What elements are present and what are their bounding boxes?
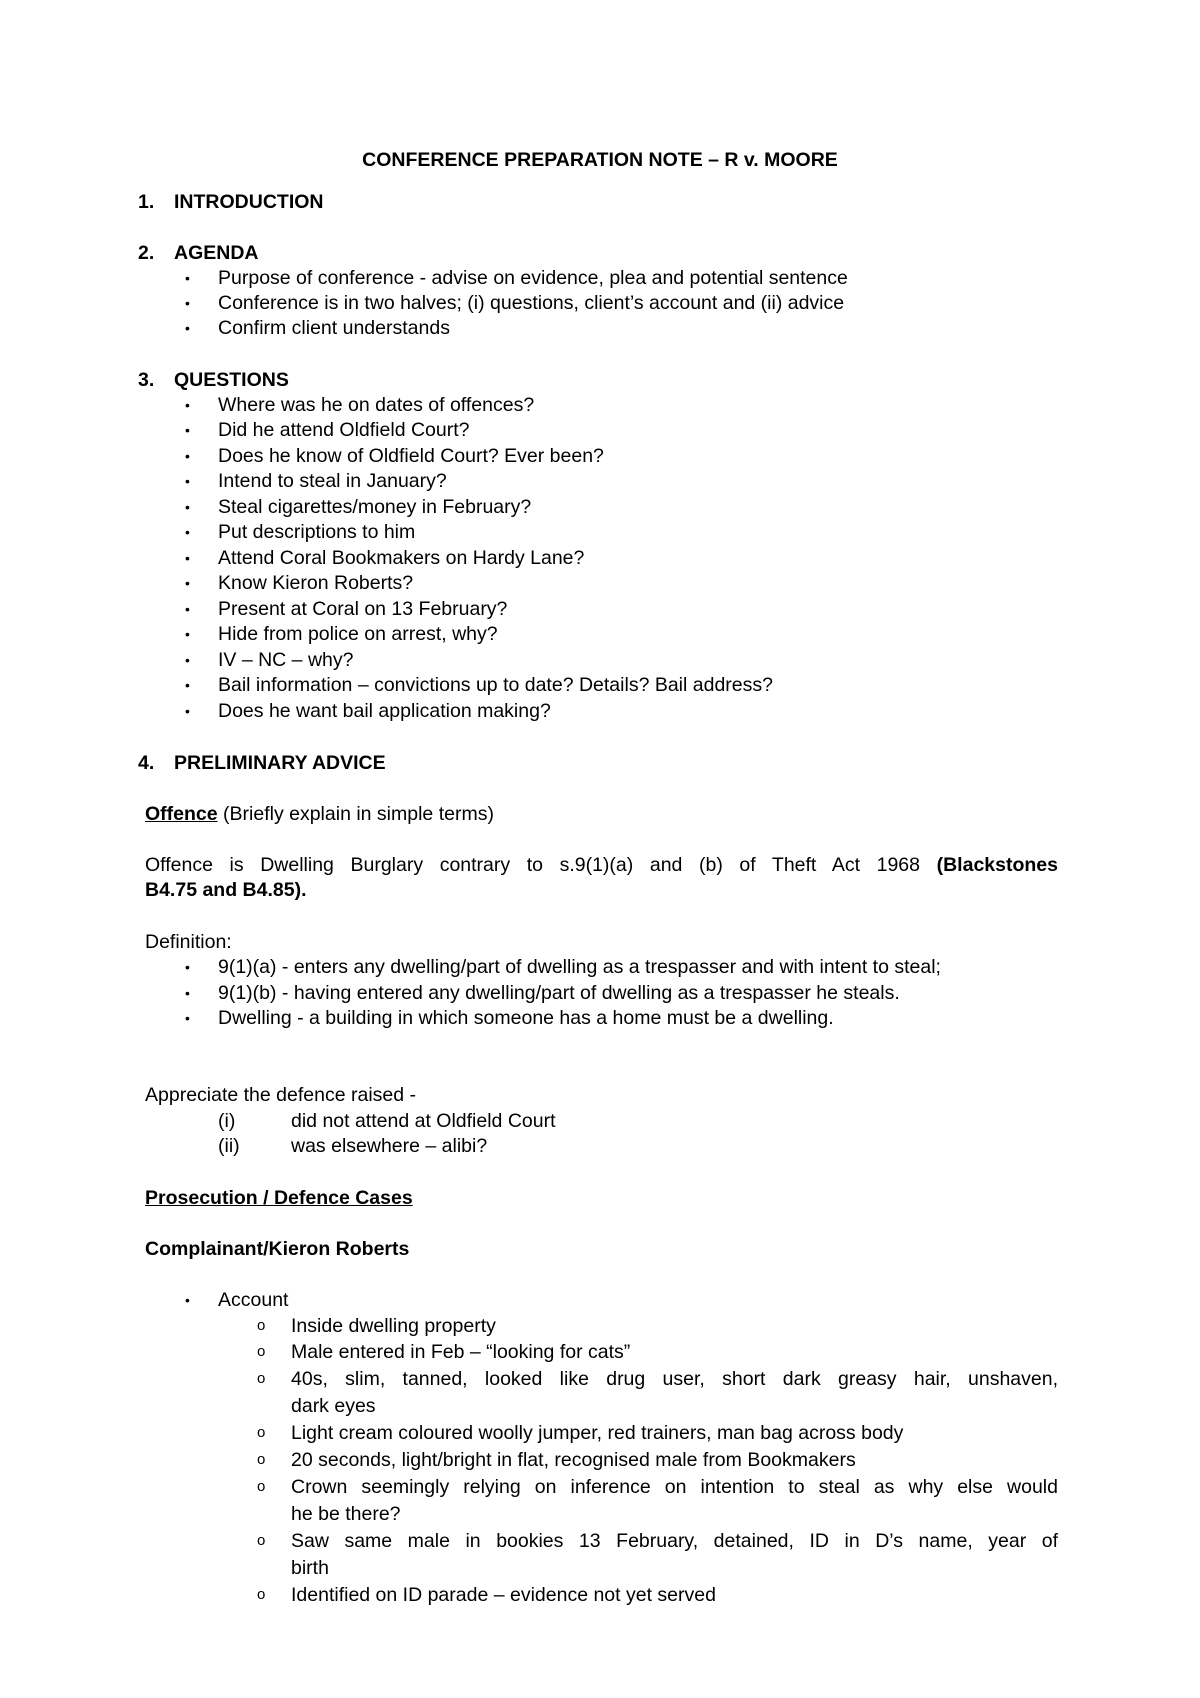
offence-reference-cont: B4.75 and B4.85). — [145, 879, 307, 901]
account-item: 20 seconds, light/bright in flat, recognised male from Bookmakers — [291, 1449, 856, 1471]
sub-bullet-icon: o — [257, 1424, 266, 1441]
question-item: Steal cigarettes/money in February? — [218, 496, 532, 518]
bullet-icon: • — [185, 575, 190, 591]
bullet-icon: • — [185, 677, 190, 693]
section-4-heading: PRELIMINARY ADVICE — [174, 752, 386, 774]
bullet-icon: • — [185, 601, 190, 617]
definition-item: 9(1)(b) - having entered any dwelling/part of dwelling as a trespasser he steals. — [218, 982, 900, 1004]
bullet-icon: • — [185, 652, 190, 668]
defence-item-number: (i) — [218, 1110, 236, 1132]
question-item: Bail information – convictions up to date? Details? Bail address? — [218, 674, 773, 696]
question-item: Does he know of Oldfield Court? Ever been? — [218, 445, 604, 467]
sub-bullet-icon: o — [257, 1317, 266, 1334]
sub-bullet-icon: o — [257, 1451, 266, 1468]
bullet-icon: • — [185, 422, 190, 438]
bullet-icon: • — [185, 397, 190, 413]
account-item: Saw same male in bookies 13 February, detained, ID in D’s name, year of — [291, 1530, 1058, 1552]
bullet-icon: • — [185, 270, 190, 286]
definition-item: 9(1)(a) - enters any dwelling/part of dwelling as a trespasser and with intent to steal; — [218, 956, 941, 978]
bullet-icon: • — [185, 524, 190, 540]
defence-item-text: did not attend at Oldfield Court — [291, 1110, 556, 1132]
offence-label: Offence — [145, 803, 218, 825]
sub-bullet-icon: o — [257, 1532, 266, 1549]
offence-text: Offence is Dwelling Burglary contrary to s.9(1)(a) and (b) of Theft Act 1968 — [145, 854, 921, 876]
sub-bullet-icon: o — [257, 1478, 266, 1495]
defence-intro: Appreciate the defence raised - — [145, 1084, 417, 1106]
question-item: Where was he on dates of offences? — [218, 394, 535, 416]
question-item: Does he want bail application making? — [218, 700, 551, 722]
account-item-cont: dark eyes — [291, 1395, 376, 1417]
account-item: 40s, slim, tanned, looked like drug user, short dark greasy hair, unshaven, — [291, 1368, 1058, 1390]
question-item: Know Kieron Roberts? — [218, 572, 414, 594]
bullet-icon: • — [185, 1292, 190, 1308]
bullet-icon: • — [185, 959, 190, 975]
document-title: CONFERENCE PREPARATION NOTE – R v. MOORE — [362, 149, 838, 171]
agenda-item: Conference is in two halves; (i) questions, client’s account and (ii) advice — [218, 292, 845, 314]
account-item: Male entered in Feb – “looking for cats” — [291, 1341, 631, 1363]
offence-line — [145, 802, 494, 826]
definition-label: Definition: — [145, 931, 232, 953]
cases-heading: Prosecution / Defence Cases — [145, 1187, 413, 1209]
account-item: Light cream coloured woolly jumper, red trainers, man bag across body — [291, 1422, 904, 1444]
section-1-number: 1. — [138, 191, 155, 213]
bullet-icon: • — [185, 985, 190, 1001]
section-1-heading: INTRODUCTION — [174, 191, 324, 213]
bullet-icon: • — [185, 703, 190, 719]
question-item: Hide from police on arrest, why? — [218, 623, 498, 645]
bullet-icon: • — [185, 473, 190, 489]
bullet-icon: • — [185, 295, 190, 311]
offence-paragraph-line-1 — [145, 853, 1058, 877]
section-3-heading: QUESTIONS — [174, 369, 289, 391]
offence-reference: (Blackstones — [936, 854, 1058, 876]
section-2-heading: AGENDA — [174, 242, 259, 264]
defence-item-number: (ii) — [218, 1135, 240, 1157]
question-item: Did he attend Oldfield Court? — [218, 419, 470, 441]
account-item-cont: birth — [291, 1557, 329, 1579]
agenda-item: Purpose of conference - advise on evidence, plea and potential sentence — [218, 267, 848, 289]
question-item: Attend Coral Bookmakers on Hardy Lane? — [218, 547, 585, 569]
bullet-icon: • — [185, 499, 190, 515]
bullet-icon: • — [185, 1010, 190, 1026]
offence-note: (Briefly explain in simple terms) — [217, 803, 494, 825]
account-item: Identified on ID parade – evidence not yet served — [291, 1584, 716, 1606]
sub-bullet-icon: o — [257, 1343, 266, 1360]
section-4-number: 4. — [138, 752, 155, 774]
section-3-number: 3. — [138, 369, 155, 391]
bullet-icon: • — [185, 448, 190, 464]
agenda-item: Confirm client understands — [218, 317, 450, 339]
bullet-icon: • — [185, 626, 190, 642]
complainant-heading: Complainant/Kieron Roberts — [145, 1238, 410, 1260]
bullet-icon: • — [185, 320, 190, 336]
question-item: Intend to steal in January? — [218, 470, 447, 492]
account-item-cont: he be there? — [291, 1503, 401, 1525]
sub-bullet-icon: o — [257, 1586, 266, 1603]
question-item: Put descriptions to him — [218, 521, 416, 543]
account-item: Inside dwelling property — [291, 1315, 496, 1337]
question-item: Present at Coral on 13 February? — [218, 598, 508, 620]
sub-bullet-icon: o — [257, 1370, 266, 1387]
account-item: Crown seemingly relying on inference on intention to steal as why else would — [291, 1476, 1058, 1498]
definition-item: Dwelling - a building in which someone has a home must be a dwelling. — [218, 1007, 834, 1029]
bullet-icon: • — [185, 550, 190, 566]
account-label: Account — [218, 1289, 289, 1311]
question-item: IV – NC – why? — [218, 649, 354, 671]
section-2-number: 2. — [138, 242, 155, 264]
defence-item-text: was elsewhere – alibi? — [291, 1135, 488, 1157]
